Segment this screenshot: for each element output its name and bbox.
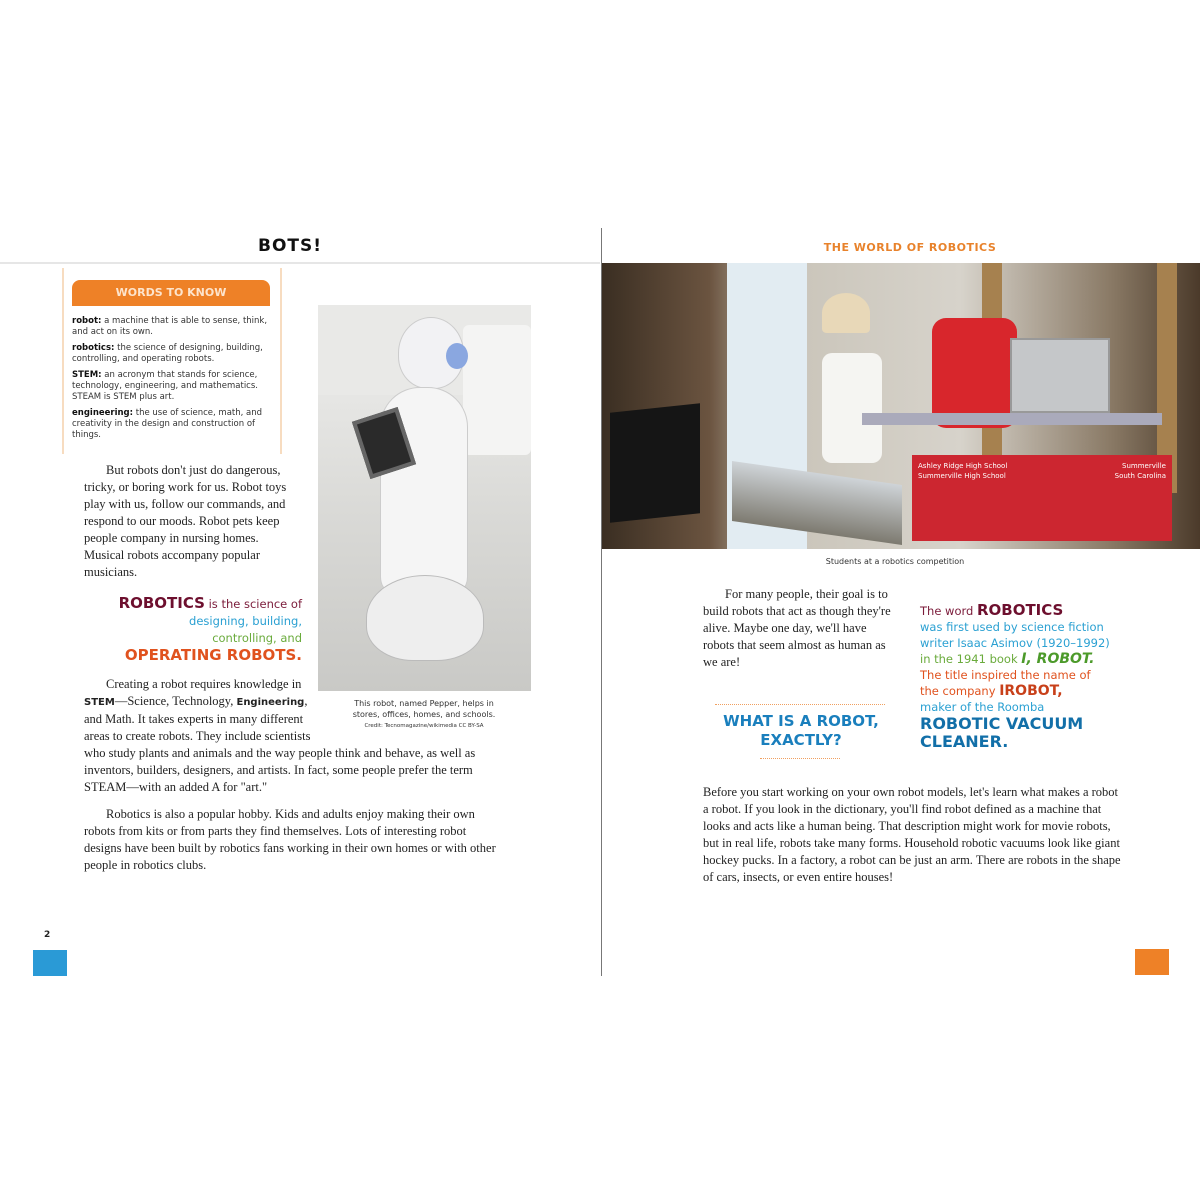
- sign-text: Summerville High School: [918, 472, 1006, 480]
- pullquote-line: is the science of: [208, 597, 302, 611]
- definition-engineering: [72, 408, 272, 441]
- text: Creating a robot requires knowledge in: [106, 677, 302, 691]
- pullquote-keyword: ROBOTICS: [118, 594, 205, 612]
- sidebar-keyword: I, ROBOT.: [1021, 651, 1095, 667]
- pullquote-line: designing, building,: [189, 614, 302, 628]
- sidebar-keyword: IROBOT,: [999, 683, 1063, 699]
- pullquote-line: controlling, and: [212, 631, 302, 645]
- stem-term: STEM: [84, 697, 115, 708]
- term: robotics:: [72, 343, 115, 353]
- pepper-photo-credit: Credit: Tecnomagazine/wikimedia CC BY-SA: [364, 723, 484, 729]
- left-paragraph-2: [84, 676, 496, 796]
- right-running-header: THE WORLD OF ROBOTICS: [823, 241, 997, 254]
- sidebar-keyword: CLEANER.: [920, 732, 1009, 751]
- sidebar-line: the company: [920, 684, 996, 698]
- section-heading: WHAT IS A ROBOT, EXACTLY?: [723, 712, 879, 749]
- left-text-column: [62, 268, 502, 874]
- sidebar-line: maker of the Roomba: [920, 700, 1045, 714]
- pullquote-line: OPERATING ROBOTS.: [124, 646, 302, 664]
- left-page-number: 2: [44, 930, 51, 940]
- team-sign: [912, 455, 1172, 541]
- definition-text: the science of designing, building, controlling, and operating robots.: [72, 343, 263, 364]
- right-paragraph-2: Before you start working on your own robot models, let's learn what makes a robot a robot. If you look in the dictionary, you'll find robot defined as a machine that looks and acts like a human being. That description might work for movie robots, but in real life, robots take many forms. Household robotic vacuums look like giant hockey pucks. In a factory, a robot can be just an arm. There are robots in the shape of cars, insects, or even entire houses!: [703, 785, 1121, 884]
- text: , and Math. It takes experts in many different areas to create robots. They include scientists who study plants and animals and the way people think and behave, as well as inventors, builders, designers, and artists. In fact, some people prefer the term STEAM—with an added A for "art.": [84, 694, 476, 794]
- sidebar-line: in the 1941 book: [920, 652, 1018, 666]
- header-rule: [0, 262, 600, 264]
- sidebar-keyword: ROBOTIC VACUUM: [920, 714, 1084, 733]
- term: STEM:: [72, 370, 102, 380]
- robotics-pullquote: [62, 595, 302, 664]
- sign-text: South Carolina: [1114, 472, 1166, 480]
- term: robot:: [72, 316, 102, 326]
- sign-text: Ashley Ridge High School: [918, 462, 1008, 470]
- sidebar-line: The word: [920, 604, 974, 618]
- caption-space: [326, 676, 496, 738]
- text: —Science, Technology,: [114, 694, 234, 708]
- right-paragraph-1: For many people, their goal is to build robots that act as though they're alive. Maybe one day, we'll have robots that seem almost as human as we are!: [703, 587, 891, 669]
- definition-text: a machine that is able to sense, think, and act on its own.: [72, 316, 268, 337]
- sidebar-keyword: ROBOTICS: [976, 601, 1064, 619]
- left-paragraph-3: Robotics is also a popular hobby. Kids and adults enjoy making their own robots from kits or from parts they find themselves. Lots of interesting robot designs have been built by robotics fans working in their own homes or with other people in robotics clubs.: [84, 807, 496, 872]
- sidebar-line: was first used by science fiction: [920, 620, 1104, 634]
- heading-rule-bottom: [760, 758, 840, 759]
- definition-text: the use of science, math, and creativity in the design and construction of things.: [72, 408, 263, 440]
- definition-text: an acronym that stands for science, technology, engineering, and mathematics. STEAM is STEM plus art.: [72, 370, 258, 402]
- left-running-header: BOTS!: [257, 236, 322, 256]
- definition-stem: [72, 370, 272, 403]
- words-to-know-title: WORDS TO KNOW: [72, 280, 270, 306]
- left-paragraph-1: But robots don't just do dangerous, tricky, or boring work for us. Robot toys play with us, follow our commands, and respond to our moods. Robot pets keep people company in nursing homes. Musical robots accompany popular musicians.: [84, 463, 287, 579]
- competition-photo-caption: Students at a robotics competition: [825, 557, 965, 566]
- robotics-competition-photo: [602, 263, 1200, 549]
- words-to-know-box: [62, 268, 282, 454]
- left-page-color-tab: [33, 950, 67, 976]
- right-page-color-tab: [1135, 949, 1169, 975]
- term: engineering:: [72, 408, 134, 418]
- definition-robotics: [72, 343, 272, 365]
- definition-robot: [72, 316, 272, 338]
- pepper-photo-caption: This robot, named Pepper, helps in stores, offices, homes, and schools.: [352, 699, 496, 719]
- sidebar-line: The title inspired the name of: [920, 668, 1091, 682]
- asimov-sidebar: [920, 602, 1190, 751]
- heading-rule-top: [715, 704, 885, 705]
- sign-text: Summerville: [1122, 462, 1166, 470]
- sidebar-line: writer Isaac Asimov (1920–1992): [920, 636, 1110, 650]
- engineering-term: Engineering: [236, 697, 305, 708]
